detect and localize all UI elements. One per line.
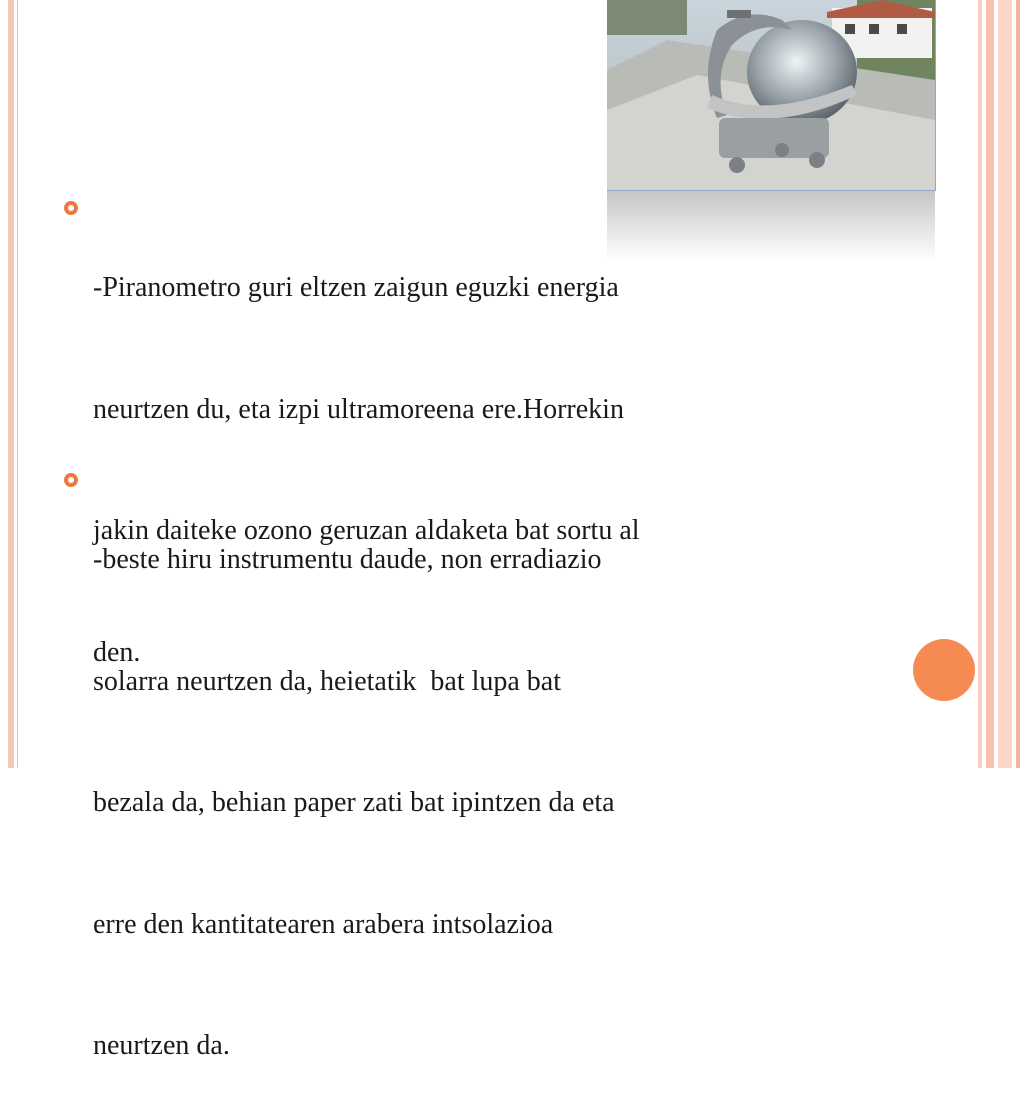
frame-right-stripe bbox=[998, 0, 1012, 768]
decor-circle bbox=[913, 639, 975, 701]
frame-right-stripe bbox=[978, 0, 982, 768]
paragraph-line: bezala da, behian paper zati bat ipintzen da eta bbox=[93, 787, 615, 818]
paragraph-line: -beste hiru instrumentu daude, non erradiazio bbox=[93, 544, 602, 575]
frame-left bbox=[8, 0, 14, 768]
paragraph-line: -Piranometro guri eltzen zaigun eguzki energia bbox=[93, 272, 619, 303]
paragraph-line: jakin daiteke ozono geruzan aldaketa bat sortu al bbox=[93, 515, 640, 546]
bullet-icon bbox=[64, 201, 78, 215]
frame-right-stripe bbox=[1016, 0, 1020, 768]
paragraph-line: solarra neurtzen da, heietatik bat lupa bat bbox=[93, 665, 562, 697]
paragraph-line: neurtzen du, eta izpi ultramoreena ere.Horrekin bbox=[93, 393, 624, 425]
frame-left-line bbox=[17, 0, 18, 768]
frame-right-stripe bbox=[986, 0, 994, 768]
bullet-icon bbox=[64, 473, 78, 487]
bullet-paragraph-2 bbox=[93, 459, 893, 1107]
paragraph-line: den. bbox=[93, 636, 141, 668]
paragraph-line: erre den kantitatearen arabera intsolazioa bbox=[93, 908, 554, 940]
pyranometer-photo bbox=[607, 0, 936, 191]
paragraph-line: neurtzen da. bbox=[93, 1030, 230, 1061]
